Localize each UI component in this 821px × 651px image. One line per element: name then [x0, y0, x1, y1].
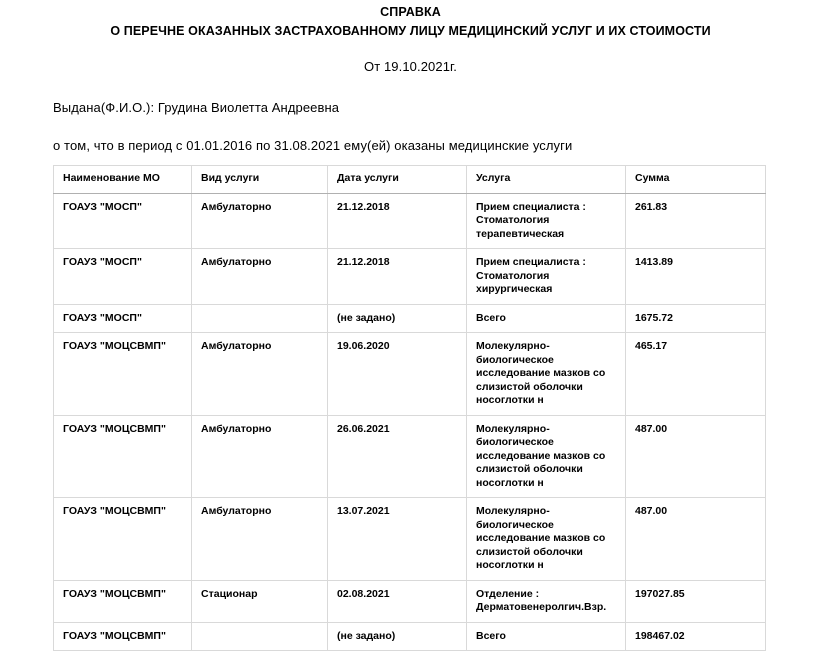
cell-sum: 261.83 — [626, 193, 766, 249]
cell-service-date: 21.12.2018 — [328, 193, 467, 249]
cell-service-date: 19.06.2020 — [328, 333, 467, 416]
cell-service-type: Амбулаторно — [192, 249, 328, 305]
issued-to-line: Выдана(Ф.И.О.): Грудина Виолетта Андреевна — [53, 100, 340, 115]
cell-mo: ГОАУЗ "МОЦСВМП" — [54, 333, 192, 416]
cell-sum: 197027.85 — [626, 580, 766, 622]
cell-service-date: (не задано) — [328, 304, 467, 333]
table-header-row — [54, 166, 766, 194]
cell-sum: 465.17 — [626, 333, 766, 416]
cell-service-type — [192, 304, 328, 333]
table-row — [54, 580, 766, 622]
column-header-service-date: Дата услуги — [328, 166, 467, 194]
cell-service-line: Прием специалиста : — [476, 200, 586, 213]
cell-service-line: носоглотки н — [476, 476, 544, 489]
cell-service-line: терапевтическая — [476, 227, 565, 240]
cell-service-date: 02.08.2021 — [328, 580, 467, 622]
services-table-header — [54, 166, 766, 194]
cell-service-line: Всего — [476, 629, 506, 642]
services-table-container — [53, 165, 765, 651]
page-title-line-1: СПРАВКА — [380, 5, 441, 19]
cell-service-type: Амбулаторно — [192, 498, 328, 581]
cell-service-line: Молекулярно-биологическое — [476, 340, 554, 366]
cell-service-line: Всего — [476, 311, 506, 324]
cell-service-type: Амбулаторно — [192, 333, 328, 416]
table-row — [54, 498, 766, 581]
cell-service-line: Прием специалиста : — [476, 256, 586, 268]
cell-service-type: Стационар — [192, 580, 328, 622]
column-header-sum: Сумма — [626, 166, 766, 194]
cell-service-line: носоглотки н — [476, 559, 544, 571]
cell-service-date: 13.07.2021 — [328, 498, 467, 581]
cell-service-line: слизистой оболочки — [476, 380, 583, 393]
column-header-service-type: Вид услуги — [192, 166, 328, 194]
cell-service-type — [192, 622, 328, 651]
document-date: От 19.10.2021г. — [363, 59, 457, 74]
table-row — [54, 249, 766, 305]
cell-service-line: носоглотки н — [476, 394, 544, 406]
cell-service — [467, 333, 626, 416]
table-row — [54, 333, 766, 416]
cell-mo: ГОАУЗ "МОЦСВМП" — [54, 415, 192, 498]
cell-service-line: исследование мазков со — [476, 449, 606, 462]
cell-service-line: слизистой оболочки — [476, 463, 583, 475]
cell-service-type: Амбулаторно — [192, 193, 328, 249]
services-table-body — [54, 193, 766, 651]
column-header-mo: Наименование МО — [54, 166, 192, 194]
cell-mo: ГОАУЗ "МОСП" — [54, 304, 192, 333]
cell-service-line: исследование мазков со — [476, 367, 606, 379]
cell-service — [467, 415, 626, 498]
cell-service — [467, 580, 626, 622]
cell-service-line: Молекулярно-биологическое — [476, 505, 554, 531]
cell-mo: ГОАУЗ "МОСП" — [54, 249, 192, 305]
cell-sum: 1413.89 — [626, 249, 766, 305]
cell-service-line: исследование мазков со — [476, 532, 606, 544]
table-row — [54, 193, 766, 249]
cell-service — [467, 249, 626, 305]
cell-sum: 487.00 — [626, 498, 766, 581]
table-row — [54, 304, 766, 333]
cell-mo: ГОАУЗ "МОЦСВМП" — [54, 498, 192, 581]
services-table — [53, 165, 766, 651]
cell-service-line: Стоматология хирургическая — [476, 269, 553, 295]
cell-service-date: 26.06.2021 — [328, 415, 467, 498]
cell-service-line: Дерматовенеролгич.Взр. — [476, 601, 607, 613]
cell-service-date: 21.12.2018 — [328, 249, 467, 305]
page-title-line-2: О ПЕРЕЧНЕ ОКАЗАННЫХ ЗАСТРАХОВАННОМУ ЛИЦУ МЕДИЦИНСКИЙ УСЛУГ И ИХ СТОИМОСТИ — [110, 23, 711, 38]
cell-mo: ГОАУЗ "МОЦСВМП" — [54, 622, 192, 651]
cell-service-line: Отделение : — [476, 587, 540, 600]
cell-service — [467, 304, 626, 333]
cell-service — [467, 622, 626, 651]
cell-service-date: (не задано) — [328, 622, 467, 651]
cell-service — [467, 193, 626, 249]
cell-mo: ГОАУЗ "МОЦСВМП" — [54, 580, 192, 622]
cell-service — [467, 498, 626, 581]
cell-sum: 487.00 — [626, 415, 766, 498]
column-header-service: Услуга — [467, 166, 626, 194]
cell-service-line: Стоматология — [476, 214, 550, 226]
cell-service-line: Молекулярно-биологическое — [476, 422, 554, 448]
cell-sum: 198467.02 — [626, 622, 766, 651]
cell-mo: ГОАУЗ "МОСП" — [54, 193, 192, 249]
cell-service-type: Амбулаторно — [192, 415, 328, 498]
page-title — [0, 0, 821, 40]
table-row — [54, 622, 766, 651]
period-line: о том, что в период с 01.01.2016 по 31.08.2021 ему(ей) оказаны медицинские услуги — [53, 138, 573, 153]
cell-sum: 1675.72 — [626, 304, 766, 333]
table-row — [54, 415, 766, 498]
cell-service-line: слизистой оболочки — [476, 545, 583, 558]
